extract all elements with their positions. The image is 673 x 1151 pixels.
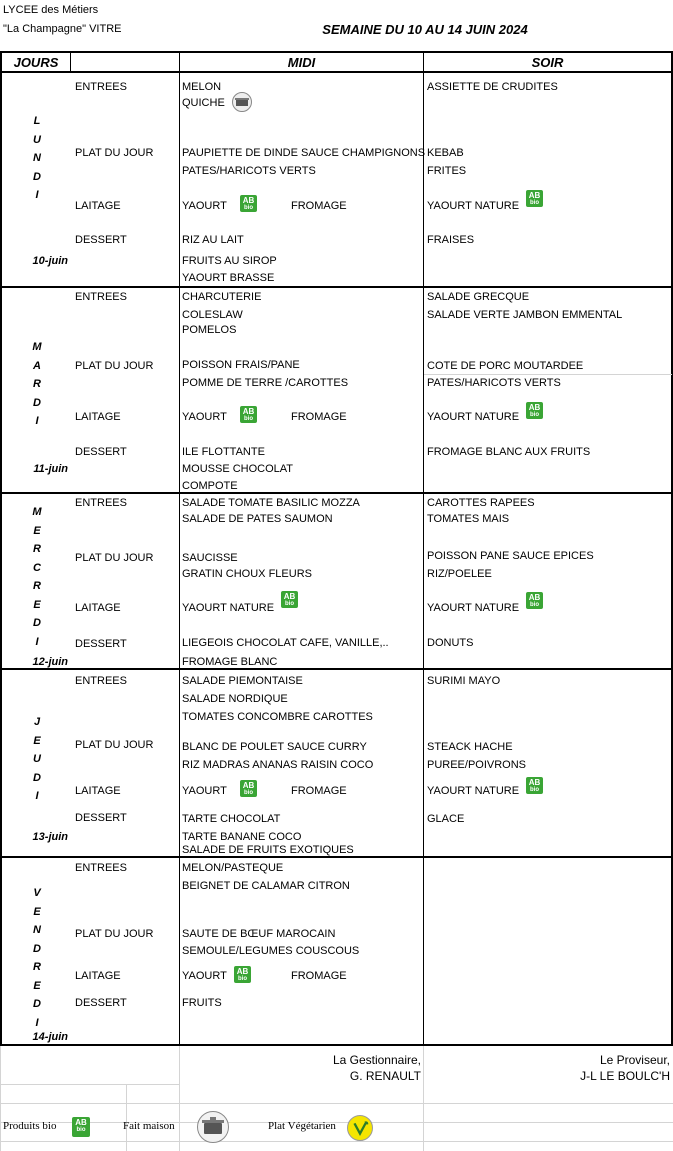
- midi-item: SALADE NORDIQUE: [182, 693, 288, 705]
- bio-icon: AB bio: [526, 402, 543, 419]
- midi-item: POMME DE TERRE /CAROTTES: [182, 377, 349, 389]
- midi-item: POMELOS: [182, 324, 237, 336]
- category-dessert: DESSERT: [75, 638, 127, 650]
- soir-item: FROMAGE BLANC AUX FRUITS: [427, 446, 591, 458]
- day-date: 12-juin: [32, 656, 68, 668]
- category-laitage: LAITAGE: [75, 970, 121, 982]
- soir-item: ASSIETTE DE CRUDITES: [427, 81, 558, 93]
- midi-item: COMPOTE: [182, 480, 238, 492]
- day-date: 13-juin: [32, 831, 68, 843]
- category-plat: PLAT DU JOUR: [75, 147, 154, 159]
- midi-item: TARTE CHOCOLAT: [182, 813, 281, 825]
- midi-item: QUICHE: [182, 97, 225, 109]
- midi-item: TARTE BANANE COCO: [182, 831, 302, 843]
- category-plat: PLAT DU JOUR: [75, 928, 154, 940]
- day-letters: M E R C R E D I: [32, 506, 42, 648]
- category-entrees: ENTREES: [75, 675, 127, 687]
- soir-item: SURIMI MAYO: [427, 675, 501, 687]
- soir-item: YAOURT NATURE: [427, 200, 520, 212]
- midi-item: SEMOULE/LEGUMES COUSCOUS: [182, 945, 360, 957]
- legend-bio-label: Produits bio: [3, 1120, 57, 1132]
- category-dessert: DESSERT: [75, 234, 127, 246]
- proviseur-title: Le Proviseur,: [599, 1053, 670, 1067]
- midi-item: YAOURT: [182, 411, 227, 423]
- midi-item: SALADE DE FRUITS EXOTIQUES: [182, 844, 354, 856]
- midi-item: POISSON FRAIS/PANE: [182, 359, 300, 371]
- soir-item: YAOURT NATURE: [427, 785, 520, 797]
- midi-item: YAOURT NATURE: [182, 602, 275, 614]
- midi-item: SAUCISSE: [182, 552, 238, 564]
- bio-icon: AB bio: [240, 406, 257, 423]
- soir-item: RIZ/POELEE: [427, 568, 492, 580]
- midi-item: MELON/PASTEQUE: [182, 862, 284, 874]
- legend-fait-maison-label: Fait maison: [123, 1120, 175, 1132]
- fait-maison-icon: [231, 92, 253, 112]
- week-title: SEMAINE DU 10 AU 14 JUIN 2024: [322, 22, 528, 37]
- day-letters: L U N D I: [33, 115, 41, 201]
- category-entrees: ENTREES: [75, 291, 127, 303]
- midi-item: GRATIN CHOUX FLEURS: [182, 568, 312, 580]
- category-entrees: ENTREES: [75, 81, 127, 93]
- midi-item: FROMAGE BLANC: [182, 656, 278, 668]
- category-plat: PLAT DU JOUR: [75, 552, 154, 564]
- category-entrees: ENTREES: [75, 862, 127, 874]
- school-name: LYCEE des Métiers: [3, 4, 99, 16]
- soir-item: STEACK HACHE: [427, 741, 513, 753]
- soir-item: CAROTTES RAPEES: [427, 497, 535, 509]
- midi-item: SAUTE DE BŒUF MAROCAIN: [182, 928, 336, 940]
- midi-item: COLESLAW: [182, 309, 243, 321]
- soir-item: COTE DE PORC MOUTARDEE: [427, 360, 584, 372]
- day-letters: M A R D I: [32, 341, 42, 427]
- day-date: 14-juin: [32, 1031, 68, 1043]
- soir-item: TOMATES MAIS: [427, 513, 510, 525]
- day-date: 11-juin: [33, 463, 68, 475]
- midi-item: FROMAGE: [291, 970, 347, 982]
- soir-item: GLACE: [427, 813, 465, 825]
- bio-icon: AB bio: [526, 190, 543, 207]
- midi-item: FROMAGE: [291, 785, 347, 797]
- fait-maison-icon: [196, 1110, 230, 1144]
- category-laitage: LAITAGE: [75, 411, 121, 423]
- midi-item: YAOURT: [182, 200, 227, 212]
- midi-item: BEIGNET DE CALAMAR CITRON: [182, 880, 350, 892]
- legend-vegetarien-label: Plat Végétarien: [268, 1120, 336, 1132]
- midi-item: FRUITS: [182, 997, 222, 1009]
- category-dessert: DESSERT: [75, 446, 127, 458]
- soir-item: FRAISES: [427, 234, 475, 246]
- midi-item: YAOURT: [182, 785, 227, 797]
- day-date: 10-juin: [32, 255, 68, 267]
- category-laitage: LAITAGE: [75, 200, 121, 212]
- bio-icon: AB bio: [240, 780, 257, 797]
- soir-item: SALADE GRECQUE: [427, 291, 530, 303]
- bio-icon: AB bio: [281, 591, 298, 608]
- midi-item: SALADE TOMATE BASILIC MOZZA: [182, 497, 360, 509]
- header-soir: SOIR: [531, 55, 564, 70]
- category-laitage: LAITAGE: [75, 785, 121, 797]
- day-letters: V E N D R E D I: [33, 887, 41, 1029]
- soir-item: KEBAB: [427, 147, 464, 159]
- header-jours: JOURS: [13, 55, 59, 70]
- gestionnaire-title: La Gestionnaire,: [332, 1053, 421, 1067]
- midi-item: RIZ AU LAIT: [182, 234, 244, 246]
- midi-item: RIZ MADRAS ANANAS RAISIN COCO: [182, 759, 374, 771]
- day-letters: J E U D I: [33, 716, 41, 802]
- bio-icon: AB bio: [72, 1117, 90, 1137]
- midi-item: TOMATES CONCOMBRE CAROTTES: [182, 711, 373, 723]
- soir-item: PUREE/POIVRONS: [427, 759, 527, 771]
- vegetarian-icon: [347, 1115, 373, 1141]
- category-plat: PLAT DU JOUR: [75, 739, 154, 751]
- midi-item: LIEGEOIS CHOCOLAT CAFE, VANILLE,..: [182, 637, 389, 649]
- proviseur-name: J-L LE BOULC'H: [580, 1069, 670, 1083]
- school-location: "La Champagne" VITRE: [3, 23, 122, 35]
- category-plat: PLAT DU JOUR: [75, 360, 154, 372]
- midi-item: FRUITS AU SIROP: [182, 255, 277, 267]
- midi-item: PAUPIETTE DE DINDE SAUCE CHAMPIGNONS: [182, 147, 426, 159]
- category-dessert: DESSERT: [75, 812, 127, 824]
- midi-item: FROMAGE: [291, 200, 347, 212]
- gestionnaire-name: G. RENAULT: [349, 1069, 421, 1083]
- soir-item: DONUTS: [427, 637, 474, 649]
- midi-item: YAOURT BRASSE: [182, 272, 275, 284]
- midi-item: ILE FLOTTANTE: [182, 446, 265, 458]
- bio-icon: AB bio: [526, 777, 543, 794]
- midi-item: MOUSSE CHOCOLAT: [182, 463, 294, 475]
- soir-item: YAOURT NATURE: [427, 411, 520, 423]
- header-midi: MIDI: [287, 55, 316, 70]
- category-entrees: ENTREES: [75, 497, 127, 509]
- midi-item: SALADE PIEMONTAISE: [182, 675, 303, 687]
- soir-item: POISSON PANE SAUCE EPICES: [427, 550, 594, 562]
- midi-item: FROMAGE: [291, 411, 347, 423]
- bio-icon: AB bio: [526, 592, 543, 609]
- soir-item: YAOURT NATURE: [427, 602, 520, 614]
- midi-item: CHARCUTERIE: [182, 291, 262, 303]
- midi-item: PATES/HARICOTS VERTS: [182, 165, 316, 177]
- category-dessert: DESSERT: [75, 997, 127, 1009]
- soir-item: FRITES: [427, 165, 467, 177]
- midi-item: YAOURT: [182, 970, 227, 982]
- bio-icon: AB bio: [234, 966, 251, 983]
- midi-item: BLANC DE POULET SAUCE CURRY: [182, 741, 367, 753]
- midi-item: SALADE DE PATES SAUMON: [182, 513, 333, 525]
- midi-item: MELON: [182, 81, 222, 93]
- category-laitage: LAITAGE: [75, 602, 121, 614]
- soir-item: SALADE VERTE JAMBON EMMENTAL: [427, 309, 623, 321]
- soir-item: PATES/HARICOTS VERTS: [427, 377, 561, 389]
- bio-icon: AB bio: [240, 195, 257, 212]
